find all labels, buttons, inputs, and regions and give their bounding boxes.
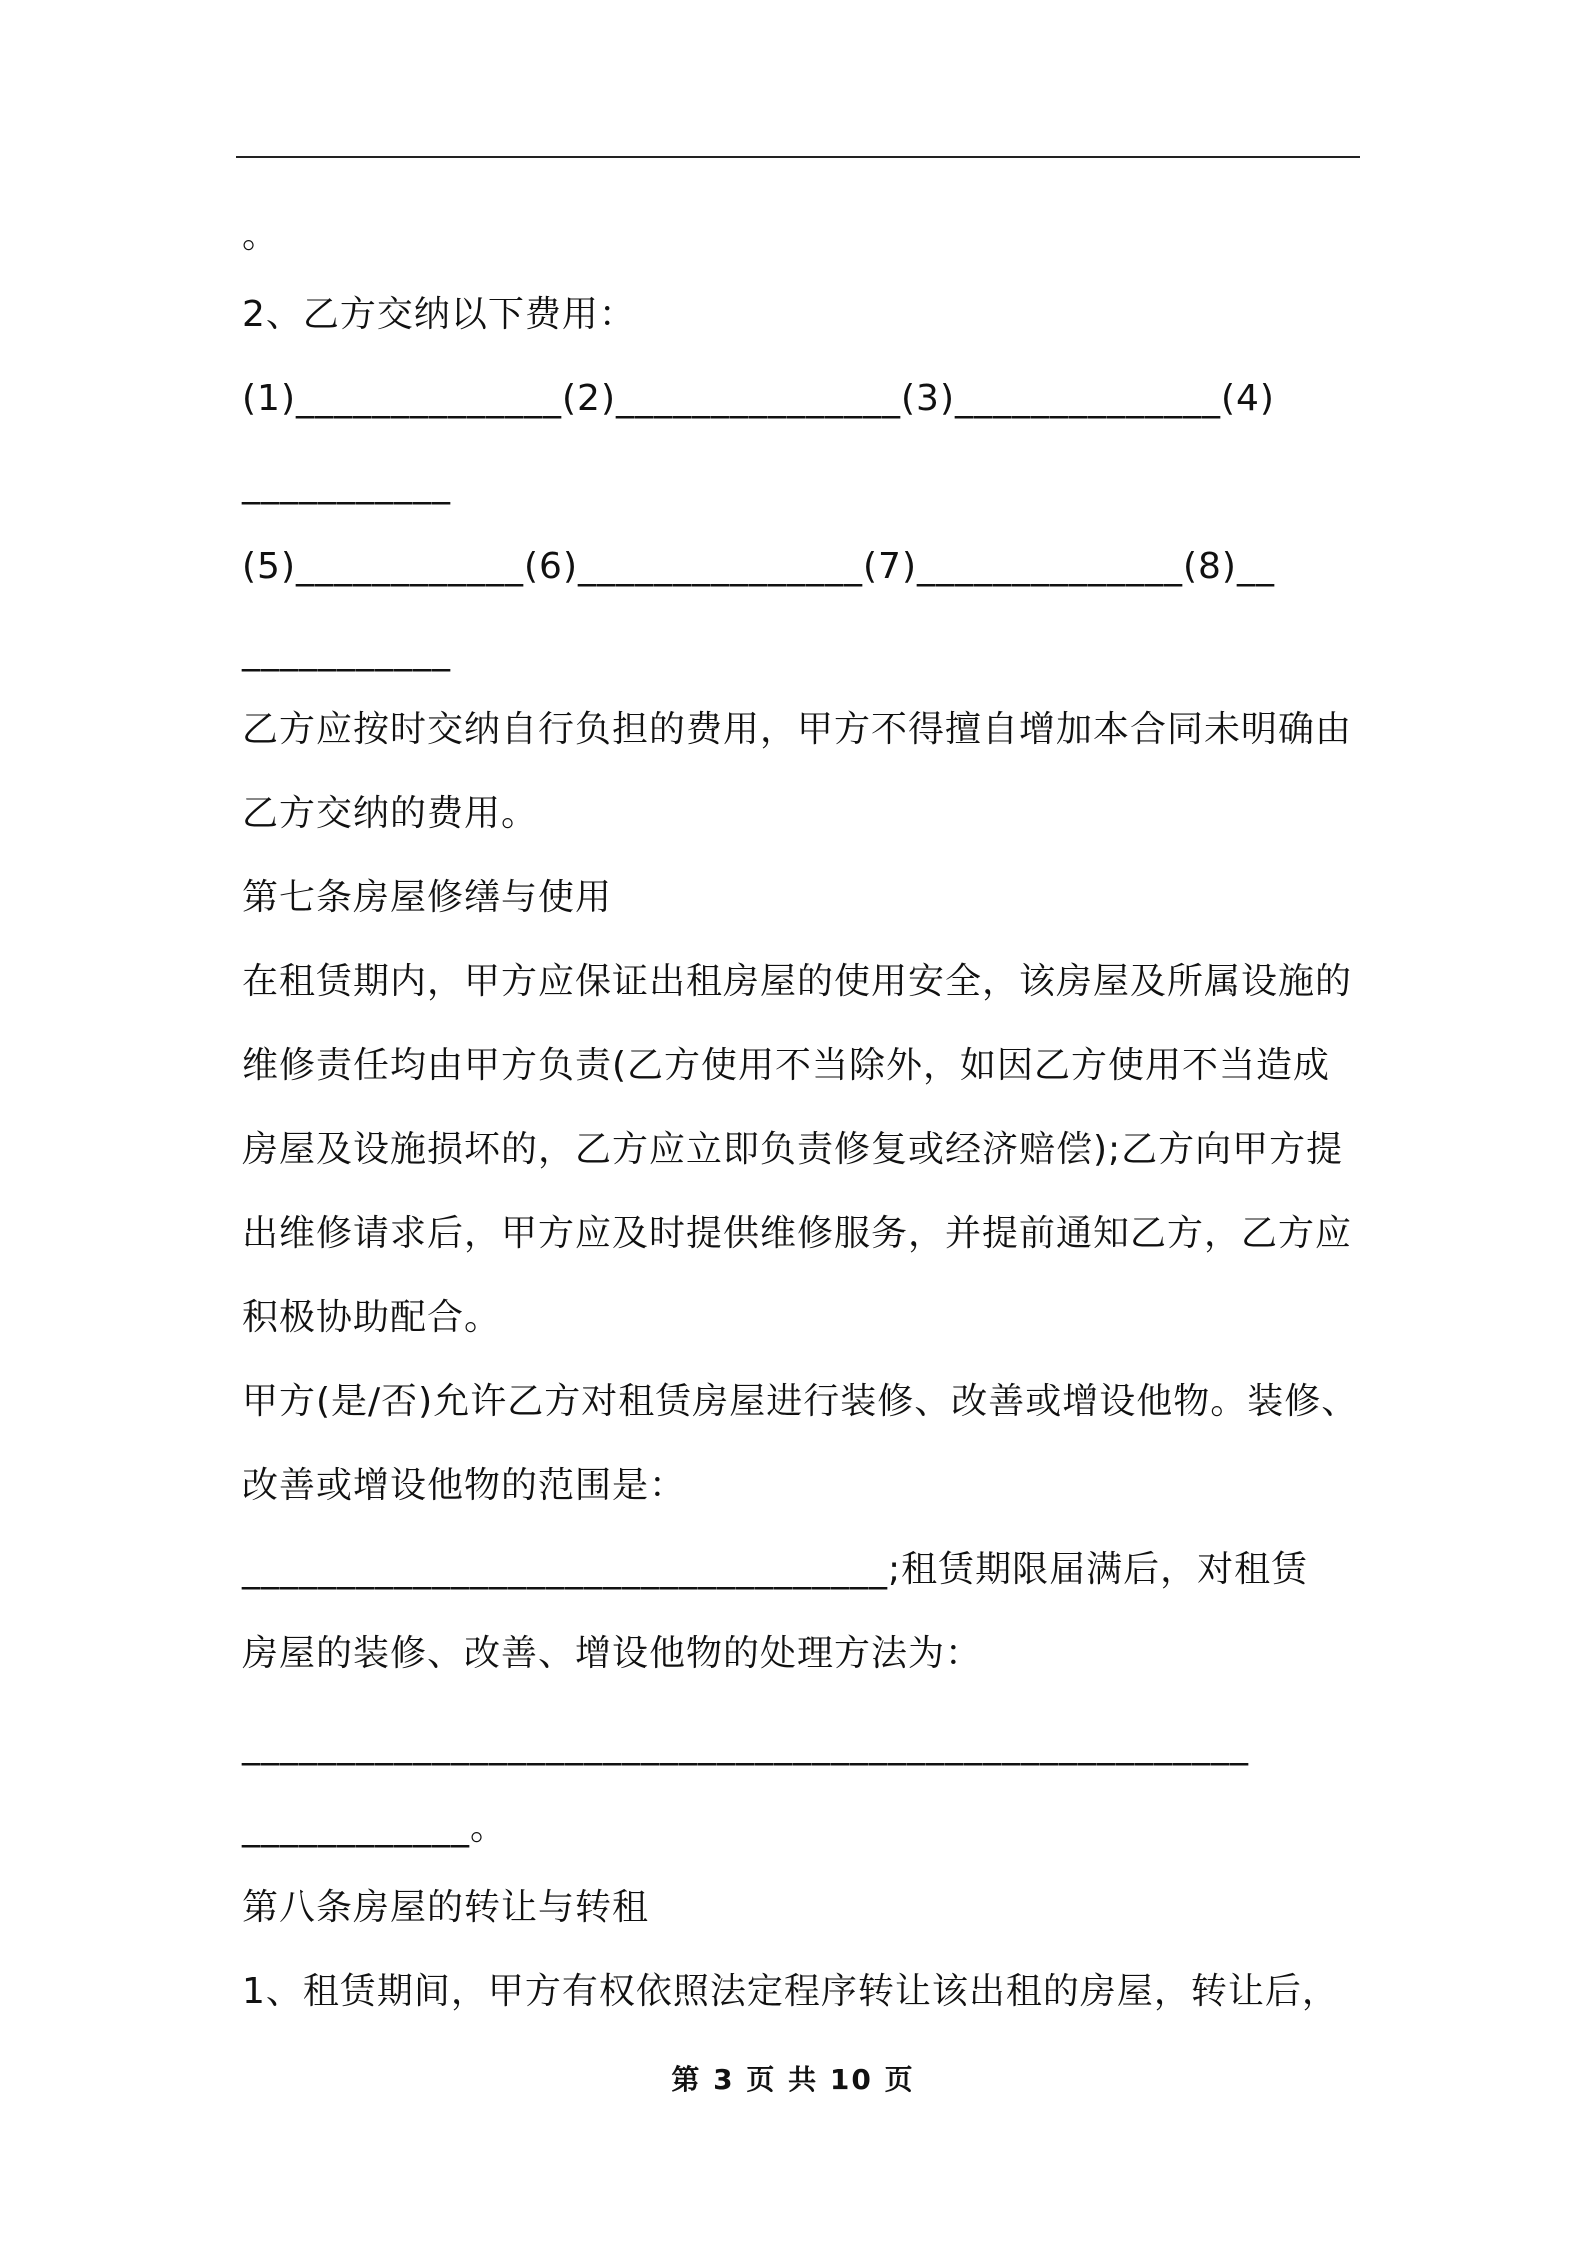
text-line: 房屋及设施损坏的，乙方应立即负责修复或经济赔偿);乙方向甲方提 xyxy=(242,1129,1344,1170)
text-line: 1、租赁期间，甲方有权依照法定程序转让该出租的房屋，转让后， xyxy=(242,1971,1339,2012)
text-line: 乙方应按时交纳自行负担的费用，甲方不得擅自增加本合同未明确由 xyxy=(242,709,1353,750)
text-line: 积极协助配合。 xyxy=(242,1297,502,1338)
page-number: 第 3 页 共 10 页 xyxy=(671,2063,915,2096)
text-line: (1)______________(2)_______________(3)______________(4) xyxy=(242,378,1275,419)
text-line: ____________。 xyxy=(242,1807,507,1848)
text-line: 在租赁期内，甲方应保证出租房屋的使用安全，该房屋及所属设施的 xyxy=(242,961,1353,1002)
text-line: __________________________________;租赁期限届满后，对租赁 xyxy=(242,1549,1309,1590)
text-line: (5)____________(6)_______________(7)______________(8)__ xyxy=(242,546,1275,587)
text-line: 2、乙方交纳以下费用： xyxy=(242,294,636,335)
text-line: _____________________________________________________ xyxy=(242,1725,1249,1766)
text-line: ___________ xyxy=(242,464,451,505)
text-line: 改善或增设他物的范围是： xyxy=(242,1465,687,1506)
header-rule xyxy=(236,156,1360,158)
text-line: 出维修请求后，甲方应及时提供维修服务，并提前通知乙方，乙方应 xyxy=(242,1213,1353,1254)
section-heading: 第八条房屋的转让与转租 xyxy=(242,1887,650,1928)
text-line: 甲方(是/否)允许乙方对租赁房屋进行装修、改善或增设他物。装修、 xyxy=(242,1381,1359,1422)
text-line: 。 xyxy=(242,215,280,256)
text-line: ___________ xyxy=(242,631,451,672)
text-line: 维修责任均由甲方负责(乙方使用不当除外，如因乙方使用不当造成 xyxy=(242,1045,1331,1086)
text-line: 乙方交纳的费用。 xyxy=(242,793,539,834)
text-line: 房屋的装修、改善、增设他物的处理方法为： xyxy=(242,1633,983,1674)
section-heading: 第七条房屋修缮与使用 xyxy=(242,877,613,918)
